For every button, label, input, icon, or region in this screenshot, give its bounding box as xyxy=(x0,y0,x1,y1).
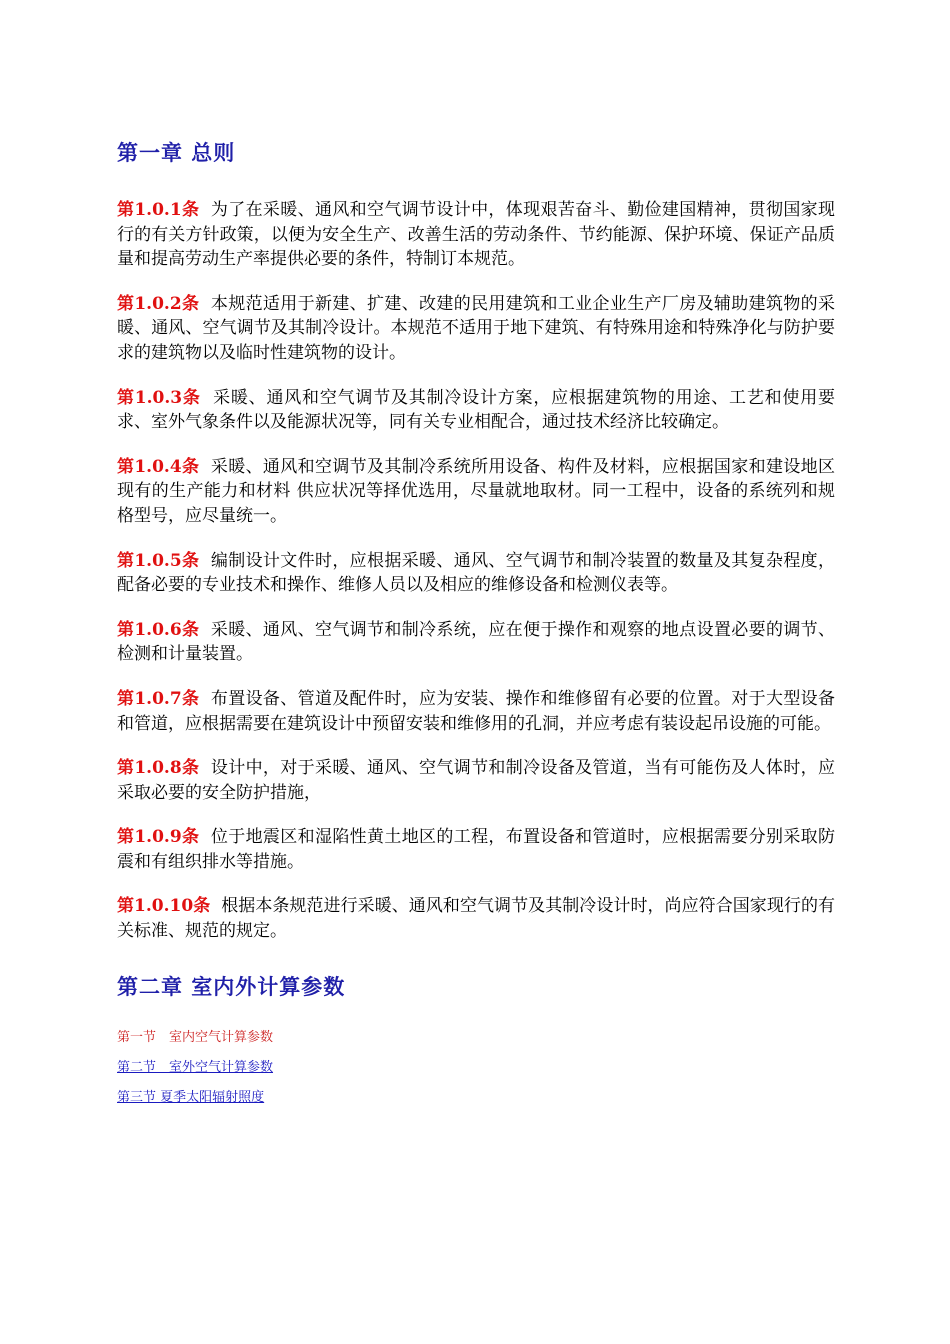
document-page xyxy=(117,138,835,1120)
clause-number: 第1.0.6条 xyxy=(117,619,200,640)
clause-number: 第1.0.1条 xyxy=(117,200,200,220)
clause-number: 第1.0.3条 xyxy=(117,387,201,408)
clause-text: 采暖、通风和空气调节及其制冷设计方案，应根据建筑物的用途、工艺和使用要求、室外气象条件以及能源状况等，同有关专业相配合，通过技术经济比较确定。 xyxy=(117,387,835,433)
clause-text: 布置设备、管道及配件时，应为安装、操作和维修留有必要的位置。对于大型设备和管道，应根据需要在建筑设计中预留安装和维修用的孔洞，并应考虑有装设起吊设施的可能。 xyxy=(117,688,836,734)
clause-text: 根据本条规范进行采暖、通风和空气调节及其制冷设计时，尚应符合国家现行的有关标准、规范的规定。 xyxy=(117,896,836,942)
section-list-item xyxy=(117,1030,835,1046)
clause-text: 设计中，对于采暖、通风、空气调节和制冷设备及管道，当有可能伤及人体时，应采取必要的安全防护措施， xyxy=(117,758,836,803)
clause-paragraph xyxy=(117,198,835,272)
clause-paragraph xyxy=(117,386,835,435)
clause-text: 采暖、通风、空气调节和制冷系统，应在便于操作和观察的地点设置必要的调节、检测和计量装置。 xyxy=(117,619,836,665)
clause-paragraph xyxy=(117,549,835,598)
clause-paragraph xyxy=(117,455,835,529)
clause-text: 本规范适用于新建、扩建、改建的民用建筑和工业企业生产厂房及辅助建筑物的采暖、通风、空气调节及其制冷设计。本规范不适用于地下建筑、有特殊用途和特殊净化与防护要求的建筑物以及临时性建筑物的设计。 xyxy=(117,293,836,363)
clause-paragraph xyxy=(117,687,835,736)
clause-number: 第1.0.5条 xyxy=(117,550,200,571)
section-link-solar-radiation[interactable]: 第三节 夏季太阳辐射照度 xyxy=(117,1089,265,1105)
clause-text: 采暖、通风和空调节及其制冷系统所用设备、构件及材料，应根据国家和建设地区现有的生产能力和材料 供应状况等择优选用，尽量就地取材。同一工程中，设备的系统列和规格型号，应尽量统一。 xyxy=(117,456,836,526)
clause-text: 编制设计文件时，应根据采暖、通风、空气调节和制冷装置的数量及其复杂程度，配备必要的专业技术和操作、维修人员以及相应的维修设备和检测仪表等。 xyxy=(117,550,836,596)
clause-paragraph xyxy=(117,825,835,874)
section-link-indoor-air[interactable]: 第一节 室内空气计算参数 xyxy=(117,1029,274,1045)
clause-number: 第1.0.2条 xyxy=(117,293,200,314)
clause-text: 为了在采暖、通风和空气调节设计中，体现艰苦奋斗、勤俭建国精神，贯彻国家现行的有关方针政策，以便为安全生产、改善生活的劳动条件、节约能源、保护环境、保证产品质量和提高劳动生产率提供必要的条件，特制订本规范。 xyxy=(117,200,836,270)
clause-number: 第1.0.4条 xyxy=(117,456,200,477)
chapter-1-title: 第一章 总则 xyxy=(117,140,236,165)
clause-paragraph xyxy=(117,618,835,667)
chapter-2-title: 第二章 室内外计算参数 xyxy=(117,973,346,999)
section-list-item xyxy=(117,1090,835,1106)
clause-paragraph xyxy=(117,756,835,805)
section-link-outdoor-air[interactable]: 第二节 室外空气计算参数 xyxy=(117,1059,274,1075)
clause-paragraph xyxy=(117,292,835,366)
clause-number: 第1.0.10条 xyxy=(117,896,211,917)
clause-number: 第1.0.7条 xyxy=(117,688,200,709)
clause-paragraph xyxy=(117,894,835,943)
chapter-1-clauses xyxy=(117,198,835,944)
section-list-item xyxy=(117,1060,835,1076)
clause-number: 第1.0.8条 xyxy=(117,758,200,779)
clause-number: 第1.0.9条 xyxy=(117,827,200,848)
clause-text: 位于地震区和湿陷性黄土地区的工程，布置设备和管道时，应根据需要分别采取防震和有组织排水等措施。 xyxy=(117,827,836,872)
section-link-list xyxy=(117,1030,835,1106)
